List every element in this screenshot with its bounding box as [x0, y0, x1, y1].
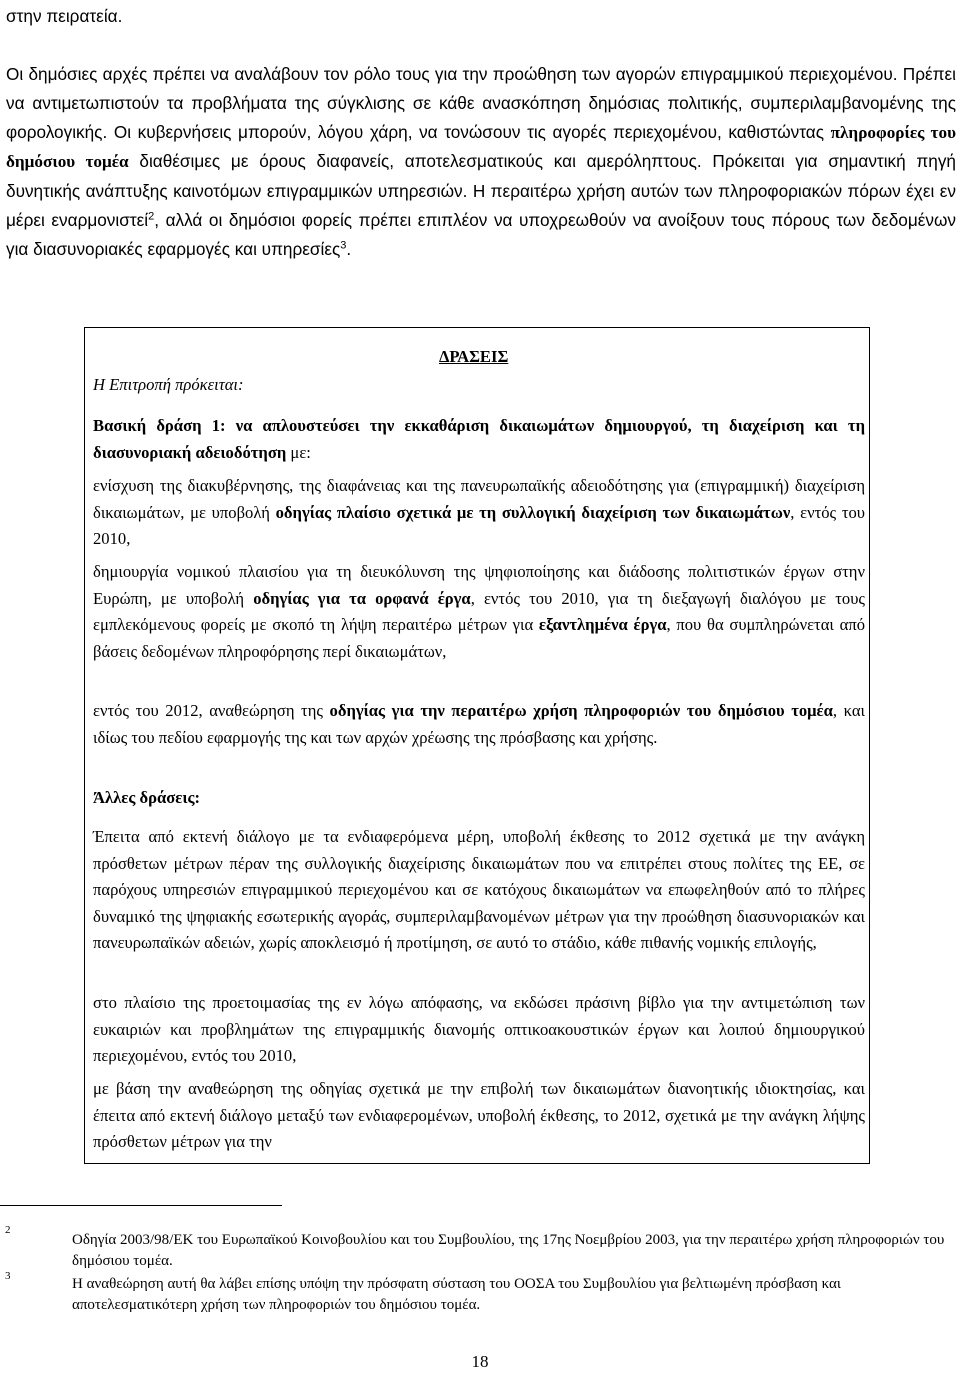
action-item-psi-review-text-2: , και ιδίως του πεδίου εφαρμογής της και των αρχών χρέωσης της πρόσβασης και χρήσης. — [93, 701, 866, 747]
action-item-orphan-works-text-1: δημιουργία νομικού πλαισίου για τη διευκόλυνση της ψηφιοποίησης και διάδοσης πολιτιστικών έργων στην Ευρώπη, με υποβολή — [93, 562, 865, 608]
footnote-2-number: 2 — [5, 1224, 11, 1236]
footnote-3-number: 3 — [5, 1270, 11, 1282]
footnote-separator — [0, 1205, 282, 1206]
key-action-1-rest: με: — [286, 442, 311, 462]
action-item-governance — [93, 473, 865, 553]
para1-bold-public-sector-info: πληροφορίες του δημόσιου τομέα — [6, 122, 956, 172]
other-action-report-2012: Έπειτα από εκτενή διάλογο με τα ενδιαφερόμενα μέρη, υποβολή έκθεσης το 2012 σχετικά με την ανάγκη πρόσθετων μέτρων πέραν της συλλογικής διαχείρισης δικαιωμάτων που να επιτρέπει στους πολίτες της ΕΕ, σε παρόχους υπηρεσιών επιγραμμικού περιεχομένου και σε κατόχους δικαιωμάτων να επωφεληθούν από το πλήρες δυναμικό της ψηφιακής εσωτερικής αγοράς, συμπεριλαμβανομένων μέτρων για την προώθηση διασυνοριακών και πανευρωπαϊκών αδειών, χωρίς αποκλεισμό ή προτίμηση, σε αυτό το στάδιο, κάθε πιθανής νομικής επιλογής, — [93, 827, 865, 953]
action-item-psi-review — [93, 698, 865, 751]
action-item-orphan-works-bold-1: οδηγίας για τα ορφανά έργα — [253, 588, 471, 608]
para1-text-2: διαθέσιμες με όρους διαφανείς, αποτελεσματικούς και αμερόληπτους. Πρόκειται για σημαντική πηγή δυνητικής ανάπτυξης καινοτόμων επιγραμμικών υπηρεσιών. Η περαιτέρω χρήση αυτών των πληροφοριακών πόρων έχει εν μέρει εναρμονιστεί — [6, 151, 956, 230]
action-item-orphan-works-text-3: , που θα συμπληρώνεται από βάσεις δεδομένων πληροφόρησης περί δικαιωμάτων, — [93, 615, 865, 661]
actions-heading: ΔΡΑΣΕΙΣ — [439, 347, 509, 366]
action-item-psi-review-bold: οδηγίας για την περαιτέρω χρήση πληροφοριών του δημόσιου τομέα — [329, 701, 833, 720]
other-action-green-paper: στο πλαίσιο της προετοιμασίας της εν λόγω απόφασης, να εκδώσει πράσινη βίβλο για την αντιμετώπιση των ευκαιριών και προβλημάτων της επιγραμμικής διανομής οπτικοακουστικών έργων και λοιπού δημιουργικού περιεχομένου, εντός του 2010, — [93, 993, 865, 1066]
commission-intro: Η Επιτροπή πρόκειται: — [93, 375, 244, 394]
action-item-governance-text-2: , εντός του 2010, — [93, 502, 865, 549]
body-paragraph — [6, 60, 956, 264]
para1-text-4: . — [346, 238, 352, 259]
other-actions-title — [93, 785, 865, 812]
key-action-1 — [93, 413, 865, 466]
para1-text-1: Οι δημόσιες αρχές πρέπει να αναλάβουν τον ρόλο τους για την προώθηση των αγορών επιγραμμικού περιεχομένου. Πρέπει να αντιμετωπιστούν τα προβλήματα της σύγκλισης σε κάθε ανασκόπηση δημόσιας πολιτικής, συμπεριλαμβανομένης της φορολογικής. Οι κυβερνήσεις μπορούν, λόγου χάρη, να τονώσουν τις αγορές περιεχομένου, καθιστώντας — [6, 64, 956, 142]
other-action-enforcement-report: με βάση την αναθεώρηση της οδηγίας σχετικά με την επιβολή των δικαιωμάτων διανοητικής ιδιοκτησίας, και έπειτα από εκτενή διάλογο μεταξύ των ενδιαφερομένων, υποβολή έκθεσης, το 2012, σχετικά με την ανάγκη λήψης πρόσθετων μέτρων για την — [93, 1079, 865, 1152]
body-text-top-line: στην πειρατεία. — [6, 6, 123, 26]
action-item-governance-bold: οδηγίας πλαίσιο σχετικά με τη συλλογική διαχείριση των δικαιωμάτων — [275, 502, 791, 522]
footnote-3-text: Η αναθεώρηση αυτή θα λάβει επίσης υπόψη την πρόσφατη σύσταση του ΟΟΣΑ του Συμβουλίου για βελτιωμένη πρόσβαση και αποτελεσματικότερη χρήση των πληροφοριών του δημόσιου τομέα. — [72, 1276, 841, 1313]
actions-box — [84, 327, 870, 1164]
action-item-orphan-works-bold-2: εξαντλημένα έργα — [538, 615, 667, 635]
key-action-1-title: Βασική δράση 1: να απλουστεύσει την εκκαθάριση δικαιωμάτων δημιουργού, τη διαχείριση και τη διασυνοριακή αδειοδότηση — [93, 416, 865, 462]
footnote-ref-3[interactable]: 3 — [340, 239, 347, 252]
action-item-orphan-works — [93, 559, 865, 665]
page-number: 18 — [471, 1352, 489, 1371]
action-item-orphan-works-text-2: , εντός του 2010, για τη διεξαγωγή διαλόγου με τους εμπλεκόμενους φορείς με σκοπό τη λήψη περαιτέρω μέτρων για — [93, 588, 865, 635]
footnote-2-text: Οδηγία 2003/98/ΕΚ του Ευρωπαϊκού Κοινοβουλίου και του Συμβουλίου, της 17ης Νοεμβρίου 2003, για την περαιτέρω χρήση πληροφοριών του δημόσιου τομέα. — [72, 1232, 945, 1269]
action-item-psi-review-text-1: εντός του 2012, αναθεώρηση της — [93, 701, 330, 720]
footnote-ref-2[interactable]: 2 — [148, 210, 155, 223]
para1-text-3: , αλλά οι δημόσιοι φορείς πρέπει επιπλέον να υποχρεωθούν να ανοίξουν τους πόρους των δεδομένων για διασυνοριακές εφαρμογές και υπηρεσίες — [6, 209, 956, 259]
other-actions-title-text: Άλλες δράσεις: — [93, 788, 201, 807]
action-item-governance-text-1: ενίσχυση της διακυβέρνησης, της διαφάνειας και της πανευρωπαϊκής αδειοδότησης για (επιγραμμική) διαχείριση δικαιωμάτων, με υποβολή — [93, 476, 865, 522]
